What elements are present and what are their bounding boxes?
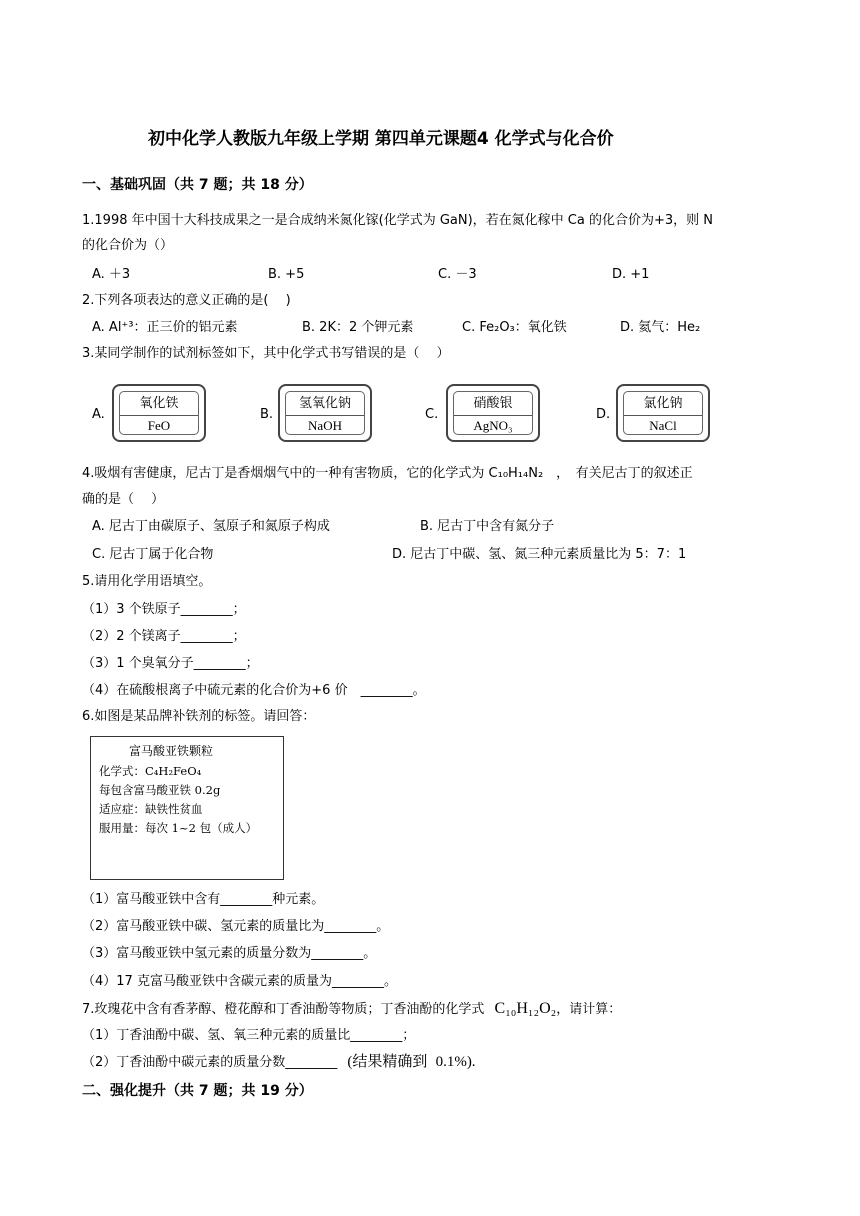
q3-option-c-reagent-label[interactable] [446, 384, 540, 442]
ticket-title: 富马酸亚铁颗粒 [129, 744, 214, 758]
q3-option-d-letter[interactable]: D. [596, 407, 611, 422]
q6-subquestion-1: （1）富马酸亚铁中含有________种元素。 [82, 892, 325, 907]
q6-subquestion-4: （4）17 克富马酸亚铁中含碳元素的质量为________。 [82, 974, 397, 989]
q7-precision-note: (结果精确到 [347, 1054, 428, 1070]
q3-option-b-reagent-label[interactable] [278, 384, 372, 442]
reagent-name: 氢氧化钠 [286, 397, 364, 416]
q3-option-a-reagent-label[interactable] [112, 384, 206, 442]
reagent-label-frame [119, 391, 199, 435]
q1-option-d[interactable]: D. +1 [612, 267, 650, 282]
reagent-label-frame [623, 391, 703, 435]
ticket-indication: 适应症：缺铁性贫血 [99, 802, 203, 816]
reagent-formula: NaOH [308, 418, 342, 433]
reagent-name: 硝酸银 [454, 397, 532, 416]
q4-option-c[interactable]: C. 尼古丁属于化合物 [92, 547, 214, 562]
reagent-name: 氧化铁 [120, 397, 198, 416]
q4-option-b[interactable]: B. 尼古丁中含有氮分子 [420, 519, 555, 534]
reagent-label-frame [285, 391, 365, 435]
q7-stem [82, 1001, 621, 1017]
q1-option-c[interactable]: C. －3 [438, 267, 477, 282]
page-title: 初中化学人教版九年级上学期 第四单元课题4 化学式与化合价 [148, 129, 614, 149]
q3-option-d-reagent-label[interactable] [616, 384, 710, 442]
reagent-label-frame [453, 391, 533, 435]
q1-stem-line2: 的化合价为（） [82, 238, 174, 253]
q2-option-c[interactable]: C. Fe₂O₃：氧化铁 [462, 320, 567, 335]
q2-option-d[interactable]: D. 氦气：He₂ [620, 320, 701, 335]
q1-option-a[interactable]: A. ＋3 [92, 267, 131, 282]
q7-formula: C₁₀H₁₂O₂ [494, 1000, 557, 1017]
q2-stem: 2.下列各项表达的意义正确的是( ) [82, 293, 291, 308]
q3-stem: 3.某同学制作的试剂标签如下，其中化学式书写错误的是（ ） [82, 346, 450, 361]
reagent-name: 氯化钠 [624, 397, 702, 416]
q1-option-b[interactable]: B. +5 [268, 267, 305, 282]
ticket-formula: 化学式：C₄H₂FeO₄ [99, 764, 202, 778]
ticket-dosage: 服用量：每次 1~2 包（成人） [99, 821, 258, 835]
q3-option-b-letter[interactable]: B. [260, 407, 274, 422]
reagent-formula: FeO [147, 418, 171, 433]
q7-precision-end: ). [466, 1054, 476, 1070]
q2-option-b[interactable]: B. 2K：2 个钾元素 [302, 320, 414, 335]
q5-subquestion-4: （4）在硫酸根离子中硫元素的化合价为+6 价 ________。 [82, 683, 426, 698]
q5-stem: 5.请用化学用语填空。 [82, 574, 212, 589]
ticket-content: 每包含富马酸亚铁 0.2g [99, 783, 221, 797]
reagent-formula: AgNO₃ [473, 418, 513, 433]
q4-option-d[interactable]: D. 尼古丁中碳、氢、氮三种元素质量比为 5：7：1 [392, 547, 687, 562]
q4-stem-line2: 确的是（ ） [82, 492, 165, 507]
q7-stem-end: ，请计算： [556, 1002, 622, 1017]
q6-subquestion-3: （3）富马酸亚铁中氢元素的质量分数为________。 [82, 946, 377, 961]
q5-subquestion-3: （3）1 个臭氧分子________； [82, 656, 259, 671]
q7-subquestion-2 [82, 1055, 476, 1070]
q5-subquestion-1: （1）3 个铁原子________； [82, 602, 246, 617]
q7-precision-value: 0.1% [435, 1054, 467, 1070]
q3-option-c-letter[interactable]: C. [425, 407, 439, 422]
q7-subquestion-1: （1）丁香油酚中碳、氢、氧三种元素的质量比________； [82, 1028, 416, 1043]
reagent-formula: NaCl [649, 418, 677, 433]
q7-stem-text: 7.玫瑰花中含有香茅醇、橙花醇和丁香油酚等物质；丁香油酚的化学式 [82, 1002, 485, 1017]
q6-subquestion-2: （2）富马酸亚铁中碳、氢元素的质量比为________。 [82, 919, 390, 934]
q7-subquestion-2-text: （2）丁香油酚中碳元素的质量分数________ [82, 1055, 338, 1070]
section-heading-basic: 一、基础巩固（共 7 题；共 18 分） [82, 177, 313, 193]
q3-option-a-letter[interactable]: A. [92, 407, 105, 422]
q1-stem-line1: 1.1998 年中国十大科技成果之一是合成纳米氮化镓(化学式为 GaN)，若在氮化稼中 Ca 的化合价为+3，则 N [82, 213, 713, 228]
section-heading-advanced: 二、强化提升（共 7 题；共 19 分） [82, 1083, 313, 1099]
iron-supplement-label-image [90, 736, 284, 880]
q4-stem-line1: 4.吸烟有害健康，尼古丁是香烟烟气中的一种有害物质，它的化学式为 C₁₀H₁₄N₂ ， 有关尼古丁的叙述正 [82, 466, 693, 481]
q2-option-a[interactable]: A. Al⁺³：正三价的铝元素 [92, 320, 238, 335]
q4-option-a[interactable]: A. 尼古丁由碳原子、氢原子和氮原子构成 [92, 519, 330, 534]
q6-stem: 6.如图是某品牌补铁剂的标签。请回答： [82, 709, 316, 724]
q5-subquestion-2: （2）2 个镁离子________； [82, 629, 246, 644]
